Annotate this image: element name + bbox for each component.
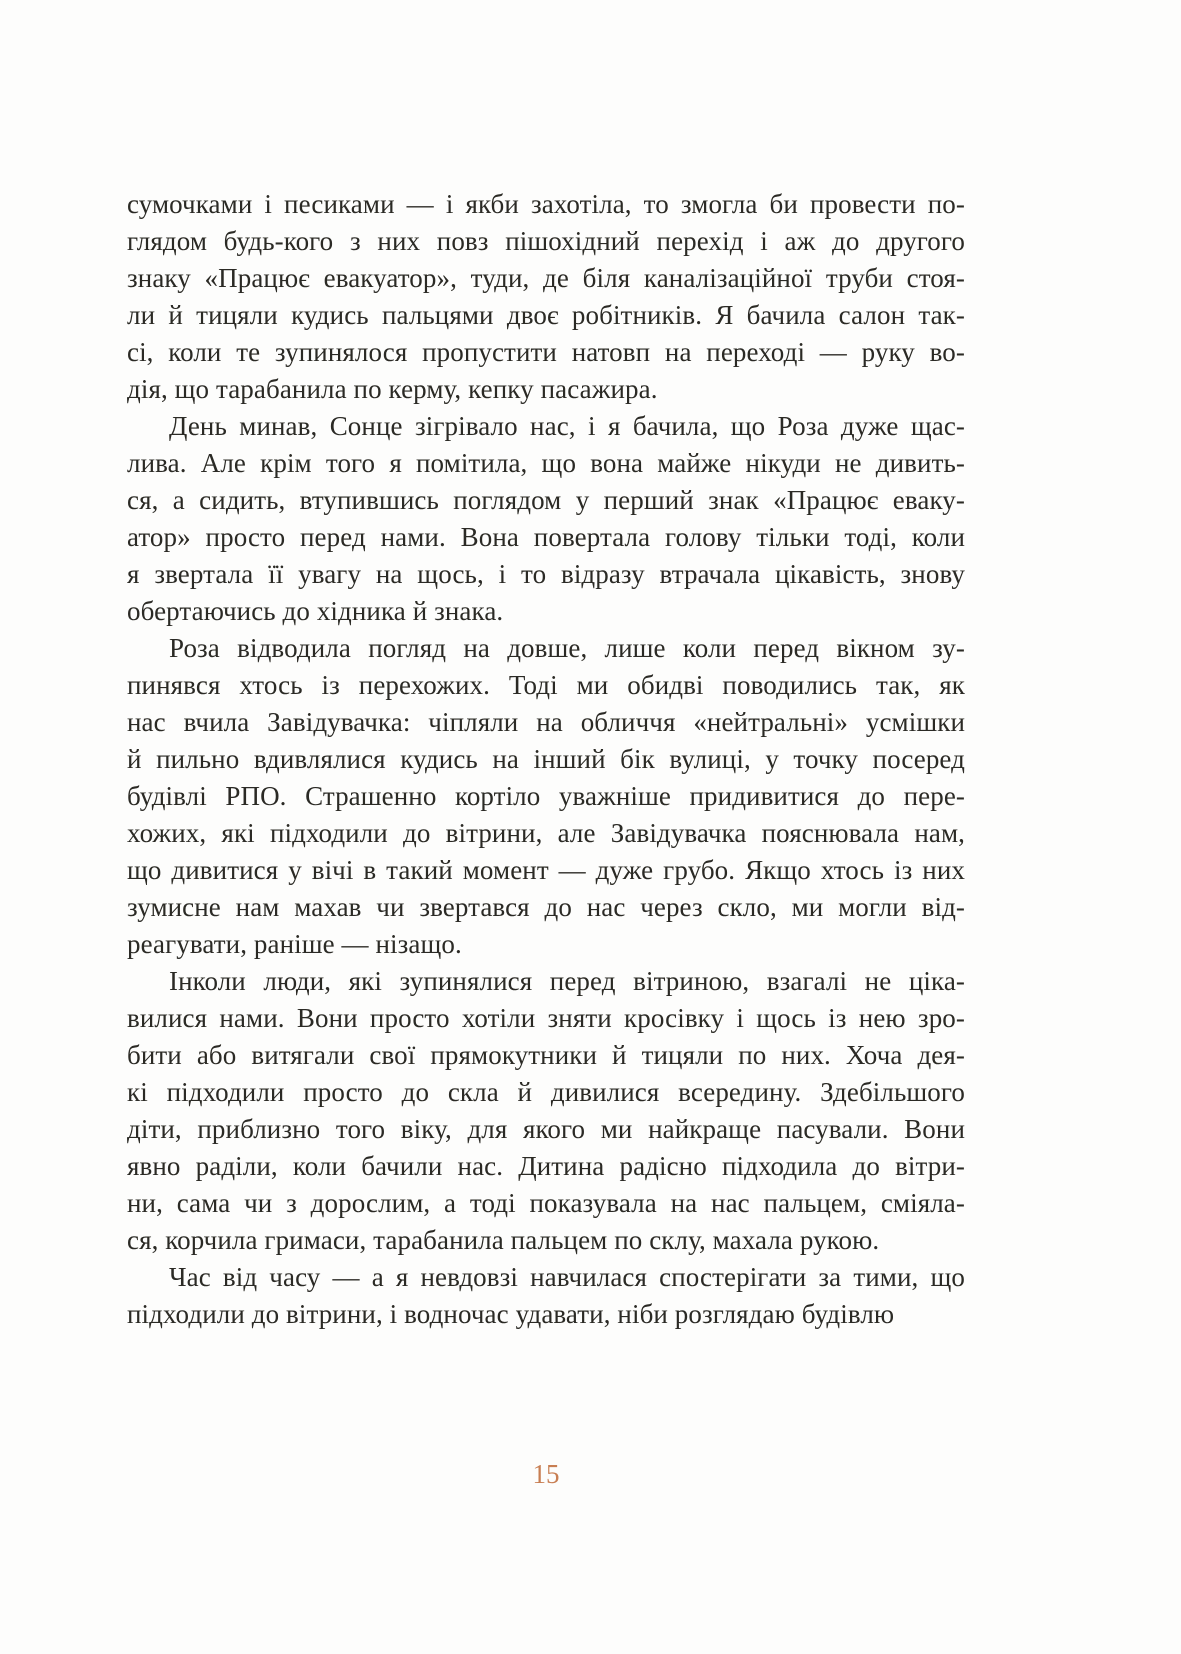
paragraph <box>127 963 965 1259</box>
body-line: ся, а сидить, втупившись поглядом у перший знак «Працює еваку- <box>127 485 965 515</box>
body-line: реагувати, раніше — нізащо. <box>127 929 462 959</box>
body-line: ся, корчила гримаси, тарабанила пальцем по склу, махала рукою. <box>127 1225 880 1255</box>
body-line: дія, що тарабанила по керму, кепку пасажира. <box>127 374 658 404</box>
paragraph <box>127 630 965 963</box>
body-line: обертаючись до хідника й знака. <box>127 596 504 626</box>
body-line: будівлі РПО. Страшенно кортіло уважніше придивитися до пере- <box>127 781 965 811</box>
body-line: зумисне нам махав чи звертався до нас через скло, ми могли від- <box>127 892 965 922</box>
paragraph <box>127 1259 965 1333</box>
body-line: й пильно вдивлялися кудись на інший бік вулиці, у точку посеред <box>127 744 965 774</box>
body-line: глядом будь-кого з них повз пішохідний перехід і аж до другого <box>127 226 965 256</box>
body-line: ни, сама чи з дорослим, а тоді показувала на нас пальцем, сміяла- <box>127 1188 965 1218</box>
body-line: знаку «Працює евакуатор», туди, де біля каналізаційної труби стоя- <box>127 263 965 293</box>
body-line: діти, приблизно того віку, для якого ми найкраще пасували. Вони <box>127 1114 965 1144</box>
body-line: сі, коли те зупинялося пропустити натовп на переході — руку во- <box>127 337 965 367</box>
body-line: кі підходили просто до скла й дивилися всередину. Здебільшого <box>127 1077 965 1107</box>
body-line: нас вчила Завідувачка: чіпляли на обличчя «нейтральні» усмішки <box>127 707 965 737</box>
paragraph <box>127 408 965 630</box>
body-line: підходили до вітрини, і водночас удавати, ніби розглядаю будівлю <box>127 1299 895 1329</box>
body-line: хожих, які підходили до вітрини, але Завідувачка пояснювала нам, <box>127 818 965 848</box>
body-line: атор» просто перед нами. Вона повертала голову тільки тоді, коли <box>127 522 965 552</box>
body-line: сумочками і песиками — і якби захотіла, то змогла би провести по- <box>127 189 965 219</box>
body-line: вилися нами. Вони просто хотіли зняти кросівку і щось із нею зро- <box>127 1003 965 1033</box>
body-line: День минав, Сонце зігрівало нас, і я бачила, що Роза дуже щас- <box>169 411 965 441</box>
body-line: лива. Але крім того я помітила, що вона майже нікуди не дивить- <box>127 448 965 478</box>
body-line: пинявся хтось із перехожих. Тоді ми обидві поводились так, як <box>127 670 965 700</box>
text-block <box>127 186 965 1333</box>
body-line: Час від часу — а я невдовзі навчилася спостерігати за тими, що <box>169 1262 965 1292</box>
body-line: Роза відводила погляд на довше, лише коли перед вікном зу- <box>169 633 965 663</box>
body-line: бити або витягали свої прямокутники й тицяли по них. Хоча дея- <box>127 1040 965 1070</box>
body-line: Інколи люди, які зупинялися перед вітриною, взагалі не ціка- <box>169 966 965 996</box>
body-line: що дивитися у вічі в такий момент — дуже грубо. Якщо хтось із них <box>127 855 965 885</box>
body-line: ли й тицяли кудись пальцями двоє робітників. Я бачила салон так- <box>127 300 965 330</box>
page-number: 15 <box>532 1459 560 1489</box>
body-line: я звертала її увагу на щось, і то відразу втрачала цікавість, знову <box>127 559 965 589</box>
body-line: явно раділи, коли бачили нас. Дитина радісно підходила до вітри- <box>127 1151 965 1181</box>
paragraph <box>127 186 965 408</box>
